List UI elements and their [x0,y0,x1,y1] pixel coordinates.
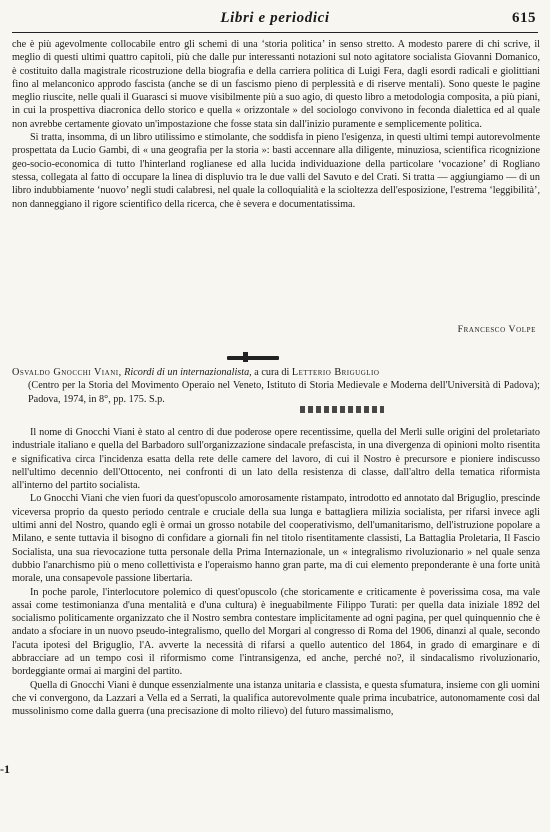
book-title: Ricordi di un internazionalista, [124,367,252,378]
ink-mark [227,356,279,360]
page-number: 615 [512,10,536,26]
running-title: Libri e periodici [220,10,330,26]
review-citation [12,366,540,406]
paragraph: Lo Gnocchi Viani che vien fuori da quest'opuscolo amorosamente ristampato, introdotto ed annotato dal Briguglio, prescinde viceversa proprio da questo periodo centrale e cruciale della sua lunga e battagliera milizia socialista, per rifarsi invece agli ultimi anni del Nostro, quando egli è ormai un grosso notabile del cooperativismo, dell'umanitarismo, dell'istruzione popolare a Milano, e sente tuttavia il bisogno di confidare a giornali fin nel titolo risentitamente classisti, La Battaglia Proletaria, Il Fascio Socialista, una sua rievocazione tutta personale della Prima Internazionale, un « integralismo rivoluzionario » nel quale senza dubbio l'anarchismo più o meno collettivista e l'operaismo hanno gran parte, ma di cui elemento preponderante è una forte unità morale, una consapevole passione libertaria. [12,493,541,585]
reviewer-signature: Francesco Volpe [457,324,536,335]
review-body [12,426,540,719]
previous-review-text [12,38,540,211]
book-author: Osvaldo Gnocchi Viani, [12,367,122,378]
book-editor: Letterio Briguglio [291,367,380,378]
paragraph: Si tratta, insomma, di un libro utilissimo e stimolante, che soddisfa in pieno l'esigenza, in questi ultimi tempi autorevolmente prospettata da Lucio Gambi, di « una geografia per la storia »: basti accennare alla diligente, minuziosa, scientifica ricognizione geo-socio-economica di tutto l'hinterland roglianese ed alla lucida individuazione della particolare ‘vocazione’ di Rogliano stessa, collegata al fatto di occupare la linea di displuvio tra le due valli del Savuto e del Crati. Si tratta — aggiungiamo — di un libro indubbiamente ‘nuovo’ negli studi calabresi, nel quale la colloquialità e la scioltezza dell'esposizione, l'estrema ‘leggibilità’, non danneggiano il rigore scientifico della ricerca, che è severa e documentatissima. [12,132,540,210]
paragraph: Il nome di Gnocchi Viani è stato al centro di due poderose opere recentissime, quella del Merli sulle origini del proletariato industriale italiano e quella del Barbadoro sull'organizzazione sindacale prefascista, in una divergenza di opinioni molto risentita e significativa circa l'incidenza esatta della rete delle camere del lavoro, di cui il Nostro è precursore e pioniere indiscusso nell'ultimo decennio dell'Ottocento, nei confronti di un lato della resistenza di classe, dall'altro della tematica riformista all'interno del partito socialista. [12,427,540,492]
paragraph: Quella di Gnocchi Viani è dunque essenzialmente una istanza unitaria e classista, e questa sfumatura, insieme con gli uomini che vi convergono, da Lazzari a Vella ed a Serrati, la qualifica autorevolmente quale prima incubatrice, autonomamente così dal mussolinismo come dalla guerra (una precisazione di molto rilievo) del futuro massimalismo, [12,679,540,718]
ink-mark [243,352,248,362]
running-header [12,10,538,33]
paragraph: che è più agevolmente collocabile entro gli schemi di una ‘storia politica’ in senso stretto. A modesto parere di chi scrive, il meglio di questi ultimi quattro capitoli, più che dalle pur interessanti notazioni sul noto agitatore socialista Giovanni Domanico, è costituito dalla magistrale ricostruzione della biografia e della carriera politica di Luigi Fera, dagli esordi radicali e giolittiani fino al melanconico approdo fascista (anche se di un fascismo pieno di perplessità e di riserve mentali). Sono queste le pagine meglio riuscite, nelle quali il Guarasci si muove visibilmente più a suo agio, di questo libro a metodologia composita, a più piani, in cui la prospettiva diacronica dello storico e quella « orizzontale » del sociologo convivono in feconda dialettica ed al quale non avrebbe certamente giovato un'impostazione che fosse stata sin dall'inizio puramente e semplicemente politica. [12,39,540,130]
publication-details: (Centro per la Storia del Movimento Operaio nel Veneto, Istituto di Storia Medievale e Moderna dell'Università di Padova); Padova, 1974, in 8°, pp. 175. S.p. [28,380,540,405]
paragraph: In poche parole, l'interlocutore polemico di quest'opuscolo (che storicamente e criticamente è poverissima cosa, ma vale assai come testimonianza d'una mentalità e d'una cultura) è ineguabilmente Filippo Turati: per quella data iniziale 1892 del socialismo politicamente organizzato che il Nostro sembra contestare implicitamente ad ogni pagina, per quel quinquennio che è andato a sfociare in un nuovo pseudo-integralismo, quello del Morgari al congresso di Roma del 1906, dinanzi al quale, secondo l'acuta ipotesi del Briguglio, l'A. avverte la necessità di rifarsi a quello autentico del 1864, in grado di emarginare e di abbracciare ad un tempo così il riformismo come l'intransigenza, ed anche, perché no?, il sindacalismo rivoluzionario, bordeggiante ormai ai margini del partito. [12,586,540,678]
editor-prefix: a cura di [254,367,290,378]
ink-mark [300,406,384,413]
margin-mark: -1 [0,762,10,776]
